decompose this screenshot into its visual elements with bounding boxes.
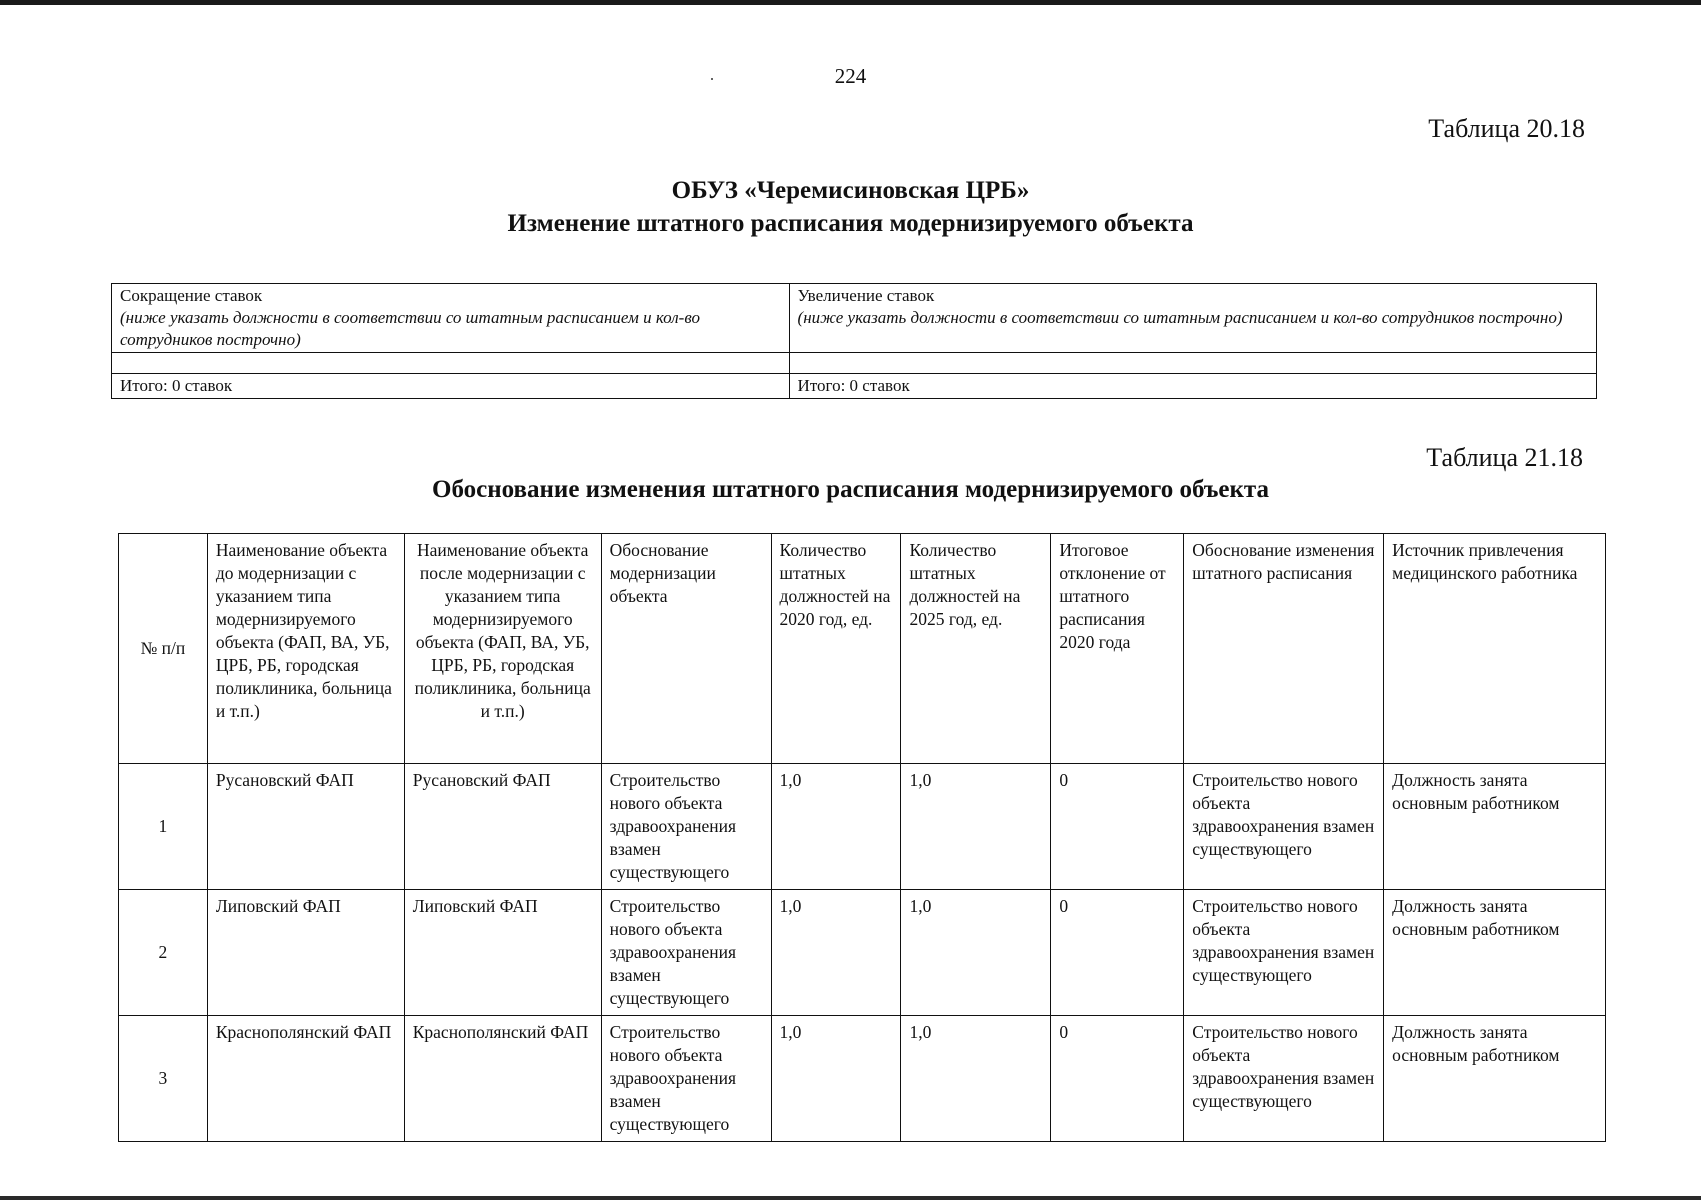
header-worker-source: Источник привлечения медицинского работника bbox=[1384, 534, 1606, 764]
worker-source: Должность занята основным работником bbox=[1384, 764, 1606, 890]
deviation: 0 bbox=[1051, 1016, 1184, 1142]
header-object-after: Наименование объекта после модернизации с указанием типа модернизируемого объекта (ФАП, ВА, УБ, ЦРБ, РБ, городская поликлиника, больница и т.п.) bbox=[404, 534, 601, 764]
table1-empty-row bbox=[112, 353, 1597, 374]
header-staffing-reason: Обоснование изменения штатного расписания bbox=[1184, 534, 1384, 764]
header-staff-2025: Количество штатных должностей на 2025 год, ед. bbox=[901, 534, 1051, 764]
header-modernization-reason: Обоснование модернизации объекта bbox=[601, 534, 771, 764]
header-object-before: Наименование объекта до модернизации с указанием типа модернизируемого объекта (ФАП, ВА, УБ, ЦРБ, РБ, городская поликлиника, больница и т.п.) bbox=[207, 534, 404, 764]
header-number: № п/п bbox=[119, 534, 208, 764]
reduction-header: Сокращение ставок bbox=[120, 286, 263, 305]
staff-2025: 1,0 bbox=[901, 890, 1051, 1016]
reduction-total: Итого: 0 ставок bbox=[112, 374, 790, 399]
object-after: Русановский ФАП bbox=[404, 764, 601, 890]
increase-empty-cell bbox=[789, 353, 1596, 374]
worker-source: Должность занята основным работником bbox=[1384, 1016, 1606, 1142]
object-after: Краснополянский ФАП bbox=[404, 1016, 601, 1142]
staff-2020: 1,0 bbox=[771, 764, 901, 890]
row-number: 2 bbox=[119, 890, 208, 1016]
scan-edge-top bbox=[0, 0, 1701, 5]
reduction-header-cell bbox=[112, 284, 790, 353]
header-staff-2020: Количество штатных должностей на 2020 год, ед. bbox=[771, 534, 901, 764]
modernization-reason: Строительство нового объекта здравоохранения взамен существующего bbox=[601, 764, 771, 890]
table1-header-row bbox=[112, 284, 1597, 353]
table1-total-row bbox=[112, 374, 1597, 399]
staffing-change-table bbox=[111, 283, 1597, 399]
object-before: Краснополянский ФАП bbox=[207, 1016, 404, 1142]
justification-table bbox=[118, 533, 1606, 1142]
increase-total: Итого: 0 ставок bbox=[789, 374, 1596, 399]
header-deviation: Итоговое отклонение от штатного расписания 2020 года bbox=[1051, 534, 1184, 764]
increase-header-cell bbox=[789, 284, 1596, 353]
increase-note: (ниже указать должности в соответствии со штатным расписанием и кол-во сотрудников построчно) bbox=[797, 308, 1563, 327]
worker-source: Должность занята основным работником bbox=[1384, 890, 1606, 1016]
object-after: Липовский ФАП bbox=[404, 890, 601, 1016]
table2-header-row bbox=[119, 534, 1606, 764]
row-number: 1 bbox=[119, 764, 208, 890]
scan-edge-bottom bbox=[0, 1196, 1701, 1200]
deviation: 0 bbox=[1051, 764, 1184, 890]
table2-label: Таблица 21.18 bbox=[1426, 443, 1583, 472]
staff-2020: 1,0 bbox=[771, 1016, 901, 1142]
object-before: Русановский ФАП bbox=[207, 764, 404, 890]
table1-title: Изменение штатного расписания модернизируемого объекта bbox=[507, 210, 1194, 237]
reduction-empty-cell bbox=[112, 353, 790, 374]
table2-title: Обоснование изменения штатного расписания модернизируемого объекта bbox=[432, 476, 1269, 503]
staffing-reason: Строительство нового объекта здравоохранения взамен существующего bbox=[1184, 1016, 1384, 1142]
increase-header: Увеличение ставок bbox=[797, 286, 935, 305]
staff-2025: 1,0 bbox=[901, 1016, 1051, 1142]
reduction-note: (ниже указать должности в соответствии со штатным расписанием и кол-во сотрудников построчно) bbox=[120, 308, 700, 349]
table-row bbox=[119, 764, 1606, 890]
modernization-reason: Строительство нового объекта здравоохранения взамен существующего bbox=[601, 1016, 771, 1142]
page-number: 224 bbox=[834, 64, 867, 88]
table-row bbox=[119, 1016, 1606, 1142]
staff-2020: 1,0 bbox=[771, 890, 901, 1016]
modernization-reason: Строительство нового объекта здравоохранения взамен существующего bbox=[601, 890, 771, 1016]
table1-label: Таблица 20.18 bbox=[1428, 114, 1585, 143]
row-number: 3 bbox=[119, 1016, 208, 1142]
staffing-reason: Строительство нового объекта здравоохранения взамен существующего bbox=[1184, 764, 1384, 890]
staff-2025: 1,0 bbox=[901, 764, 1051, 890]
table-row bbox=[119, 890, 1606, 1016]
object-before: Липовский ФАП bbox=[207, 890, 404, 1016]
staffing-reason: Строительство нового объекта здравоохранения взамен существующего bbox=[1184, 890, 1384, 1016]
deviation: 0 bbox=[1051, 890, 1184, 1016]
organization-title: ОБУЗ «Черемисиновская ЦРБ» bbox=[671, 177, 1030, 204]
